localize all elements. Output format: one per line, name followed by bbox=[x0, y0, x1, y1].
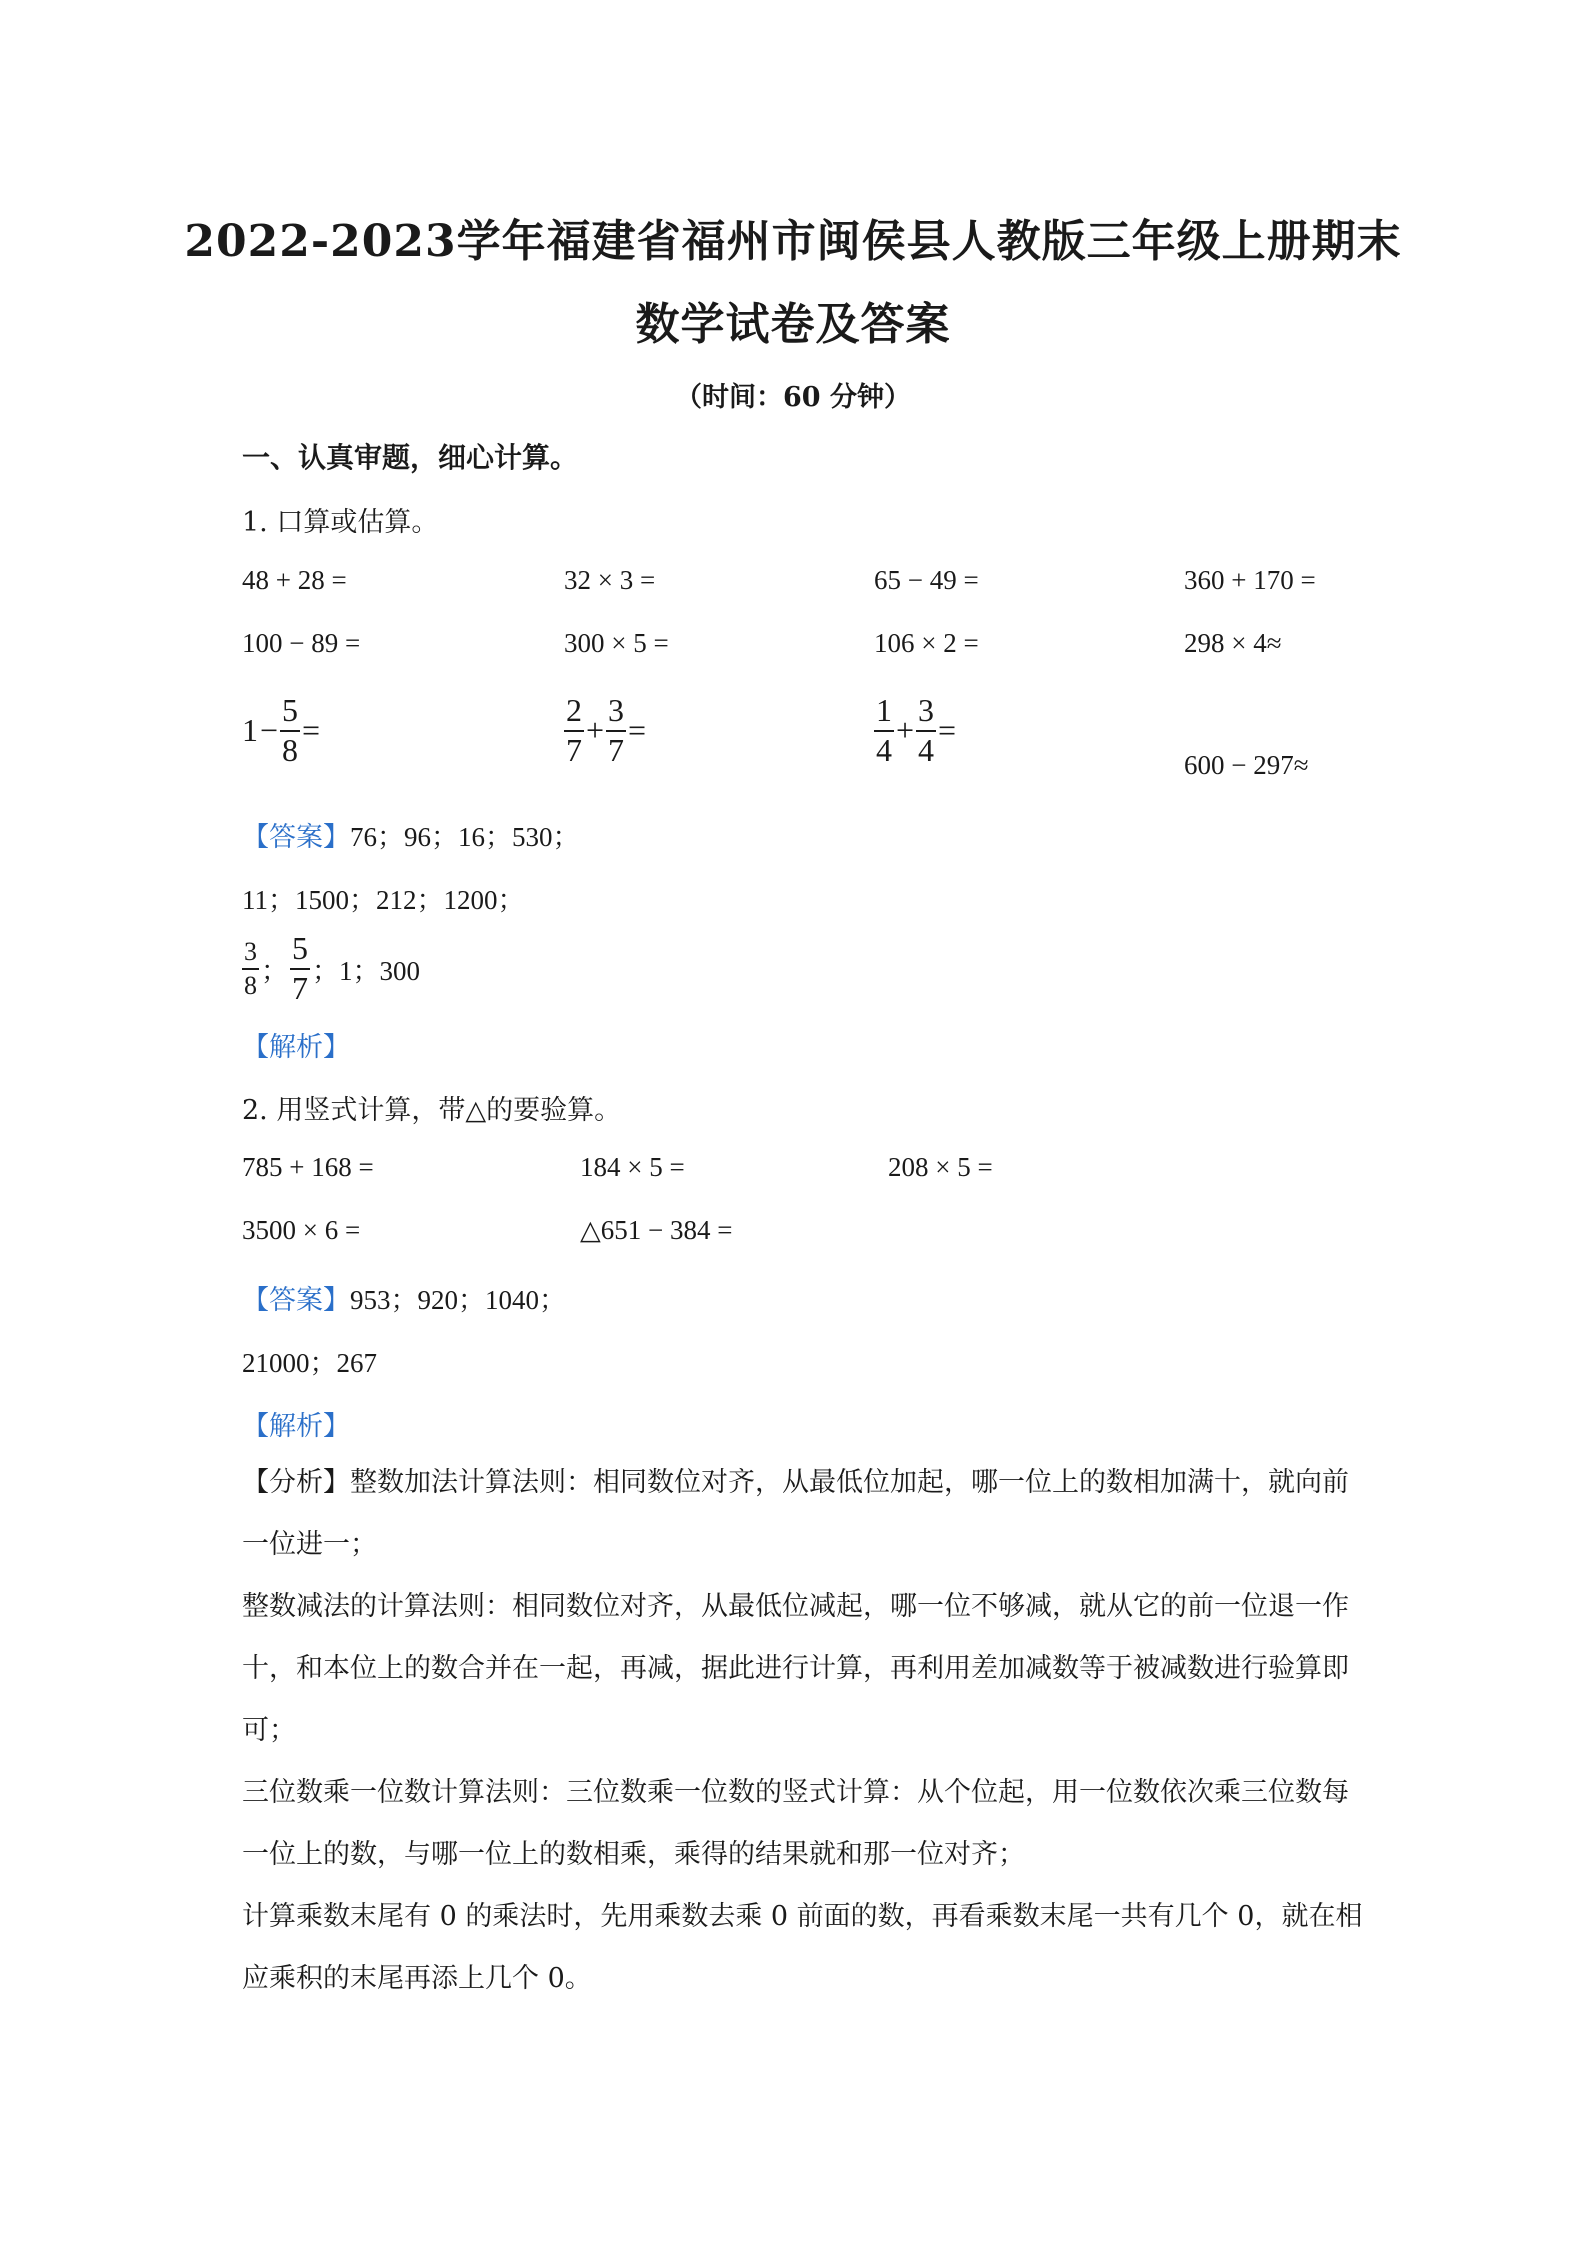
numerator: 3 bbox=[608, 692, 625, 728]
numerator: 2 bbox=[566, 692, 582, 728]
analysis-tag: 【解析】 bbox=[242, 1032, 350, 1063]
document-title-line-1: 2022-2023学年福建省福州市闽侯县人教版三年级上册期末 bbox=[184, 216, 1402, 267]
operator: + bbox=[896, 712, 915, 749]
answer-line: 11；1500；212；1200； bbox=[242, 885, 525, 915]
numerator: 5 bbox=[292, 930, 308, 966]
numerator: 5 bbox=[282, 692, 299, 728]
answer-tag: 【答案】 bbox=[242, 1285, 350, 1316]
answer-rest: ；1；300 bbox=[312, 956, 420, 987]
q1-expr: 298 × 4≈ bbox=[1184, 628, 1282, 658]
q1-expr: 32 × 3 = bbox=[564, 565, 656, 595]
q1-fraction-expr-2 bbox=[564, 694, 646, 767]
numerator: 1 bbox=[876, 692, 892, 728]
fraction bbox=[564, 694, 584, 767]
equals-sign: = bbox=[628, 712, 647, 749]
denominator: 7 bbox=[292, 969, 308, 1006]
q2-expr: 785 + 168 = bbox=[242, 1152, 374, 1182]
equals-sign: = bbox=[302, 712, 321, 749]
q1-expr: 106 × 2 = bbox=[874, 628, 979, 658]
denominator: 7 bbox=[566, 731, 582, 768]
answer-line: 21000；267 bbox=[242, 1348, 377, 1378]
document-title-line-2: 数学试卷及答案 bbox=[635, 299, 951, 350]
operator: + bbox=[586, 712, 605, 749]
answer-tag: 【答案】 bbox=[242, 822, 350, 853]
answer-line bbox=[242, 815, 580, 854]
analysis-tag: 【解析】 bbox=[242, 1411, 350, 1442]
fraction bbox=[280, 694, 300, 767]
q1-expr: 600 − 297≈ bbox=[1184, 750, 1309, 780]
q2-expr: 3500 × 6 = bbox=[242, 1215, 361, 1245]
fraction bbox=[290, 932, 310, 1005]
time-limit: （时间：60 分钟） bbox=[675, 382, 911, 413]
answer-line bbox=[242, 1278, 566, 1317]
answer-line-fractions bbox=[242, 932, 420, 1005]
denominator: 8 bbox=[282, 731, 299, 768]
q1-expr: 300 × 5 = bbox=[564, 628, 669, 658]
denominator: 4 bbox=[918, 731, 935, 768]
q1-expr: 360 + 170 = bbox=[1184, 565, 1316, 595]
fraction bbox=[916, 694, 936, 767]
numerator: 3 bbox=[244, 937, 257, 967]
q1-expr: 100 − 89 = bbox=[242, 628, 361, 658]
analysis-paragraph: 整数减法的计算法则：相同数位对齐，从最低位减起，哪一位不够减，就从它的前一位退一作十，和本位上的数合并在一起，再减，据此进行计算，再利用差加减数等于被减数进行验算即可； bbox=[242, 1591, 1349, 1746]
whole-number: 1 bbox=[242, 712, 258, 749]
answer-values: 76；96；16；530； bbox=[350, 822, 580, 852]
q1-expr: 48 + 28 = bbox=[242, 565, 347, 595]
fraction bbox=[242, 938, 259, 999]
q1-fraction-expr-1 bbox=[242, 694, 320, 767]
numerator: 3 bbox=[918, 692, 935, 728]
denominator: 8 bbox=[242, 968, 259, 999]
q2-prompt: 2. 用竖式计算，带△的要验算。 bbox=[242, 1095, 622, 1126]
q1-expr: 65 − 49 = bbox=[874, 565, 979, 595]
analysis-paragraph: 计算乘数末尾有 0 的乘法时，先用乘数去乘 0 前面的数，再看乘数末尾一共有几个 0，就在相应乘积的末尾再添上几个 0。 bbox=[242, 1901, 1363, 1994]
operator: − bbox=[260, 712, 279, 749]
analysis-paragraph: 【分析】整数加法计算法则：相同数位对齐，从最低位加起，哪一位上的数相加满十，就向前一位进一； bbox=[242, 1467, 1349, 1560]
fraction bbox=[874, 694, 894, 767]
q2-expr: 184 × 5 = bbox=[580, 1152, 685, 1182]
fraction bbox=[606, 694, 626, 767]
equals-sign: = bbox=[938, 712, 957, 749]
answer-values: 953；920；1040； bbox=[350, 1285, 566, 1315]
q1-fraction-expr-3 bbox=[874, 694, 956, 767]
section-heading: 一、认真审题，细心计算。 bbox=[242, 441, 579, 474]
denominator: 4 bbox=[876, 731, 892, 768]
analysis-paragraph: 三位数乘一位数计算法则：三位数乘一位数的竖式计算：从个位起，用一位数依次乘三位数每一位上的数，与哪一位上的数相乘，乘得的结果就和那一位对齐； bbox=[242, 1777, 1349, 1870]
q2-expr: 208 × 5 = bbox=[888, 1152, 993, 1182]
denominator: 7 bbox=[608, 731, 625, 768]
separator: ； bbox=[261, 956, 288, 987]
q2-expr: △651 − 384 = bbox=[580, 1215, 733, 1245]
q1-prompt: 1. 口算或估算。 bbox=[242, 507, 439, 538]
